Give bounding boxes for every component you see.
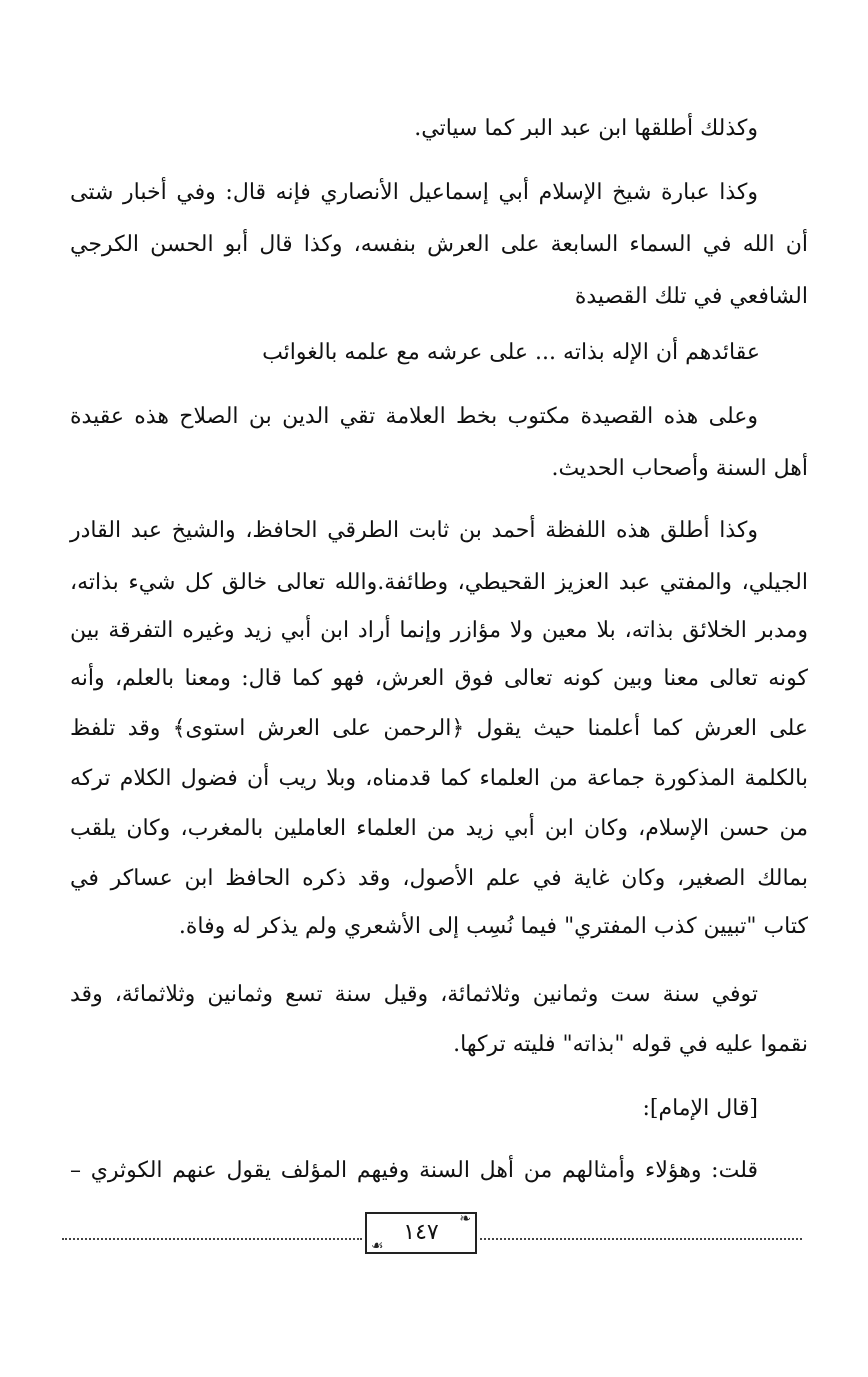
verse-line: عقائدهم أن الإله بذاته ... على عرشه مع علمه بالغوائب bbox=[262, 340, 760, 365]
text-line-8: وكذا أطلق هذه اللفظة أحمد بن ثابت الطرقي الحافظ، والشيخ عبد القادر bbox=[70, 518, 758, 543]
text-line-11: كونه تعالى معنا وبين كونه تعالى فوق العرش، فهو كما قال: ومعنا بالعلم، وأنه bbox=[70, 666, 808, 691]
page-number: ١٤٧ bbox=[403, 1220, 439, 1245]
text-line-1: وكذلك أطلقها ابن عبد البر كما سياتي. bbox=[414, 116, 758, 141]
page-number-frame bbox=[365, 1212, 477, 1254]
corner-ornament-icon: ☙ bbox=[371, 1238, 384, 1254]
text-line-15: بمالك الصغير، وكان غاية في علم الأصول، وقد ذكره الحافظ ابن عساكر في bbox=[70, 866, 808, 891]
text-line-12: على العرش كما أعلمنا حيث يقول ﴿الرحمن على العرش استوى﴾ وقد تلفظ bbox=[70, 716, 808, 741]
text-line-10: ومدبر الخلائق بذاته، بلا معين ولا مؤازر وإنما أراد ابن أبي زيد وغيره التفرقة بين bbox=[70, 618, 808, 643]
text-line-14: من حسن الإسلام، وكان ابن أبي زيد من العلماء العاملين بالمغرب، وكان يلقب bbox=[70, 816, 808, 841]
text-line-3: أن الله في السماء السابعة على العرش بنفسه، وكذا قال أبو الحسن الكرجي bbox=[70, 232, 808, 257]
text-line-20: قلت: وهؤلاء وأمثالهم من أهل السنة وفيهم المؤلف يقول عنهم الكوثري – bbox=[70, 1158, 758, 1183]
text-line-6: وعلى هذه القصيدة مكتوب بخط العلامة تقي الدين بن الصلاح هذه عقيدة bbox=[70, 404, 758, 429]
text-line-18: نقموا عليه في قوله "بذاته" فليته تركها. bbox=[453, 1032, 808, 1057]
section-heading: [قال الإمام]: bbox=[642, 1096, 758, 1121]
text-line-4: الشافعي في تلك القصيدة bbox=[574, 284, 808, 309]
footer-rule-right bbox=[480, 1238, 802, 1240]
text-line-7: أهل السنة وأصحاب الحديث. bbox=[551, 456, 808, 481]
text-line-2: وكذا عبارة شيخ الإسلام أبي إسماعيل الأنصاري فإنه قال: وفي أخبار شتى bbox=[70, 180, 758, 205]
text-line-16: كتاب "تبيين كذب المفتري" فيما نُسِب إلى الأشعري ولم يذكر له وفاة. bbox=[178, 914, 808, 939]
text-line-9: الجيلي، والمفتي عبد العزيز القحيطي، وطائفة.والله تعالى خالق كل شيء بذاته، bbox=[70, 570, 808, 595]
footer-rule-left bbox=[62, 1238, 362, 1240]
text-line-13: بالكلمة المذكورة جماعة من العلماء كما قدمناه، وبلا ريب أن فضول الكلام تركه bbox=[70, 766, 808, 791]
corner-ornament-icon: ❧ bbox=[459, 1211, 471, 1227]
text-line-17: توفي سنة ست وثمانين وثلاثمائة، وقيل سنة تسع وثمانين وثلاثمائة، وقد bbox=[70, 982, 758, 1007]
